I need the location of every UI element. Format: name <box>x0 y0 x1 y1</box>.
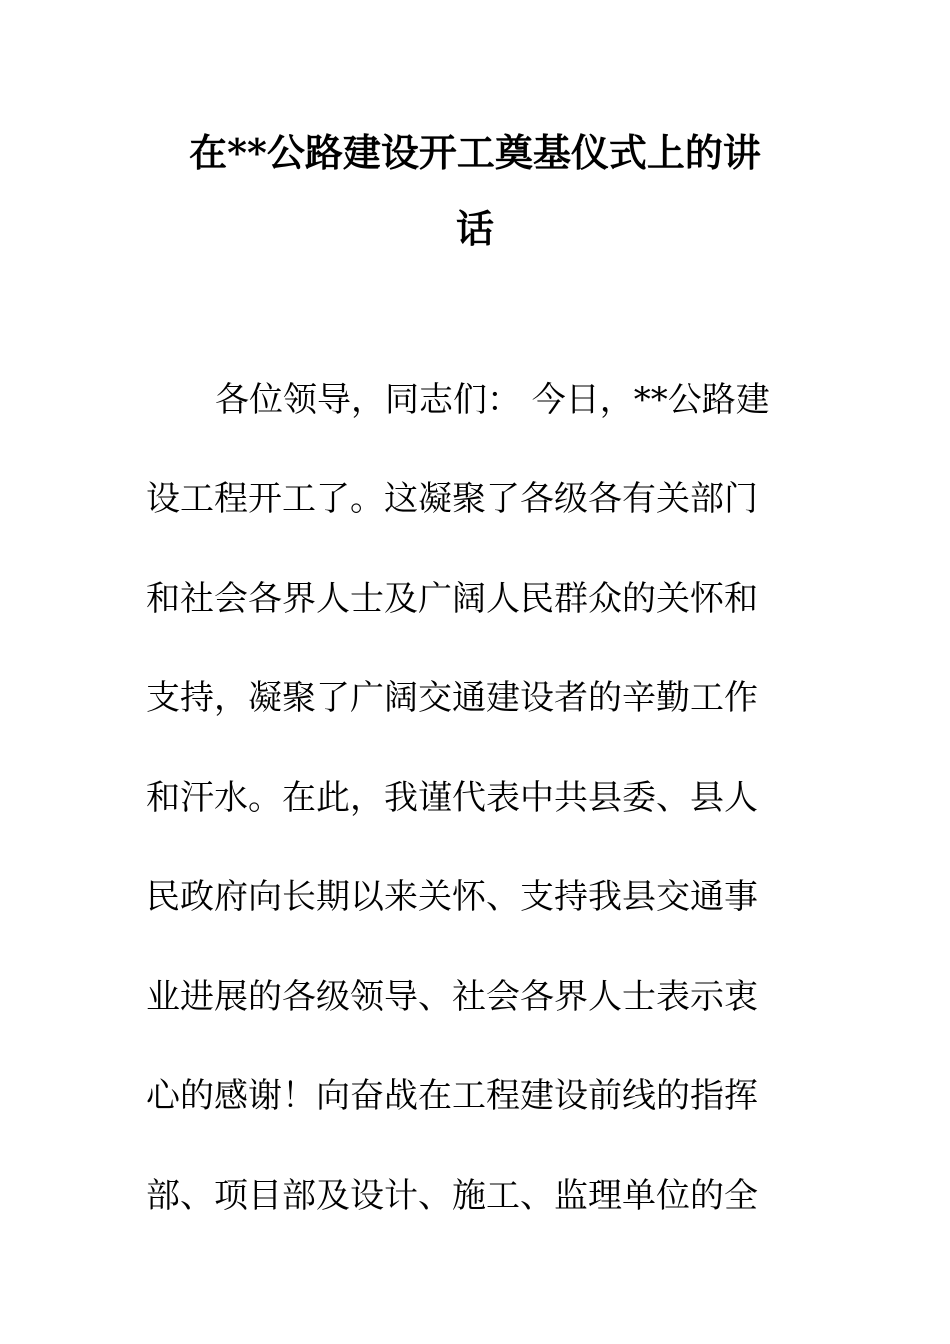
body-line-5: 和汗水。在此，我谨代表中共县委、县人 <box>146 778 758 818</box>
document-title-line-2: 话 <box>455 206 494 251</box>
document-title-line-1: 在**公路建设开工奠基仪式上的讲 <box>189 130 761 175</box>
body-line-7: 业进展的各级领导、社会各界人士表示衷 <box>146 977 758 1017</box>
body-line-2: 设工程开工了。这凝聚了各级各有关部门 <box>146 479 758 519</box>
body-line-6: 民政府向长期以来关怀、支持我县交通事 <box>146 877 758 917</box>
body-line-1: 各位领导，同志们： 今日，**公路建 <box>215 380 770 420</box>
body-line-8: 心的感谢！向奋战在工程建设前线的指挥 <box>146 1076 758 1116</box>
body-line-4: 支持，凝聚了广阔交通建设者的辛勤工作 <box>146 678 758 718</box>
body-line-3: 和社会各界人士及广阔人民群众的关怀和 <box>146 579 758 619</box>
body-line-9: 部、项目部及设计、施工、监理单位的全 <box>146 1176 758 1216</box>
